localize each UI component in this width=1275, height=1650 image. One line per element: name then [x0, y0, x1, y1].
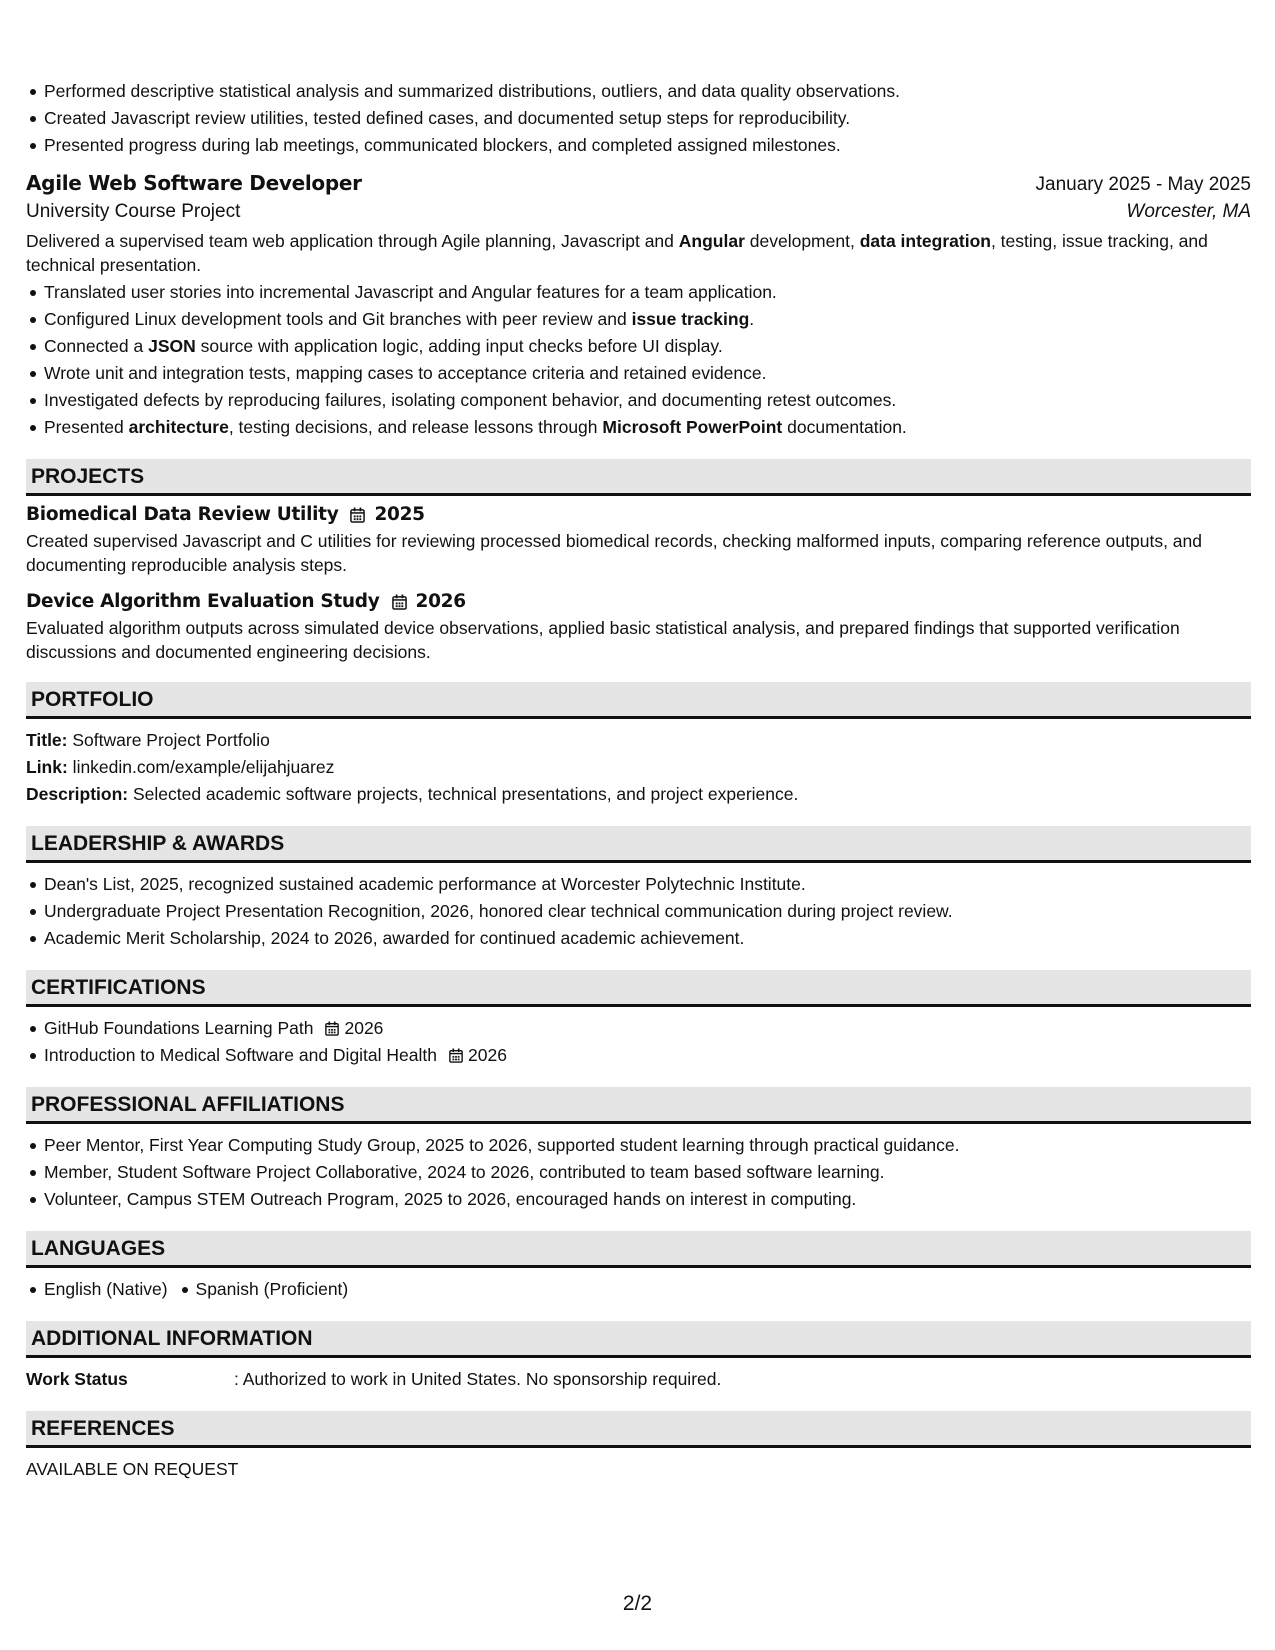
work-status-value: : Authorized to work in United States. No sponsorship required.: [234, 1369, 722, 1389]
job-title: Agile Web Software Developer: [26, 171, 362, 195]
top-bullet-list: [26, 78, 1251, 159]
bullet-text: Presented: [44, 417, 129, 437]
calendar-icon: [392, 594, 407, 610]
portfolio-description-label: Description:: [26, 784, 129, 804]
list-item: Dean's List, 2025, recognized sustained academic performance at Worcester Polytechnic Institute.: [44, 871, 1251, 898]
bullet-text: Configured Linux development tools and Git branches with peer review and: [44, 309, 632, 329]
job-location: Worcester, MA: [1126, 201, 1251, 222]
summary-text: , testing, issue tracking, and technical presentation.: [26, 231, 1208, 275]
leadership-list: [26, 871, 1251, 952]
list-item: [44, 1042, 1251, 1069]
section-heading-portfolio: PORTFOLIO: [26, 682, 1251, 719]
project-description: Evaluated algorithm outputs across simulated device observations, applied basic statistical analysis, and prepared findings that supported verification discussions and documented engineering decisions.: [26, 618, 1180, 662]
job-bullet-list: [26, 279, 1251, 441]
certification-name: Introduction to Medical Software and Digital Health: [44, 1045, 437, 1065]
project-year: 2026: [415, 591, 466, 612]
list-item: [44, 306, 1251, 333]
bullet-text: source with application logic, adding input checks before UI display.: [195, 336, 723, 356]
portfolio-description-row: [26, 781, 1251, 808]
job-organization: University Course Project: [26, 201, 241, 222]
list-item: Investigated defects by reproducing failures, isolating component behavior, and documenting retest outcomes.: [44, 387, 1251, 414]
portfolio-link-row: [26, 754, 1251, 781]
section-heading-certifications: CERTIFICATIONS: [26, 970, 1251, 1007]
list-item: [44, 1015, 1251, 1042]
portfolio-link-value[interactable]: linkedin.com/example/elijahjuarez: [67, 757, 335, 777]
list-item: Created Javascript review utilities, tested defined cases, and documented setup steps for reproducibility.: [44, 105, 1251, 132]
summary-text: Delivered a supervised team web application through Agile planning, Javascript and: [26, 231, 679, 251]
job-dates: January 2025 - May 2025: [1035, 174, 1251, 195]
project-description: Created supervised Javascript and C utilities for reviewing processed biomedical records, checking malformed inputs, comparing reference outputs, and documenting reproducible analysis steps.: [26, 531, 1202, 575]
summary-bold: data integration: [859, 231, 991, 251]
list-item: English (Native): [44, 1276, 168, 1303]
calendar-icon: [350, 507, 365, 523]
list-item: Performed descriptive statistical analysis and summarized distributions, outliers, and data quality observations.: [44, 78, 1251, 105]
portfolio-title-row: [26, 727, 1251, 754]
portfolio-title-value: Software Project Portfolio: [67, 730, 270, 750]
list-item: [44, 333, 1251, 360]
list-item: Spanish (Proficient): [196, 1276, 349, 1303]
bullet-text: .: [749, 309, 755, 329]
list-item: Presented progress during lab meetings, communicated blockers, and completed assigned milestones.: [44, 132, 1251, 159]
work-status-row: [26, 1366, 1251, 1393]
job-subheader: [26, 201, 1251, 223]
bullet-text: Connected a: [44, 336, 149, 356]
section-heading-projects: PROJECTS: [26, 459, 1251, 496]
bullet-text: documentation.: [782, 417, 907, 437]
summary-bold: Angular: [678, 231, 745, 251]
list-item: Member, Student Software Project Collaborative, 2024 to 2026, contributed to team based software learning.: [44, 1159, 1251, 1186]
page-number: 2/2: [622, 1592, 653, 1615]
resume-page: [26, 78, 1251, 1483]
list-item: Academic Merit Scholarship, 2024 to 2026, awarded for continued academic achievement.: [44, 925, 1251, 952]
bullet-bold: issue tracking: [631, 309, 750, 329]
certification-year: 2026: [344, 1018, 384, 1038]
list-item: Volunteer, Campus STEM Outreach Program, 2025 to 2026, encouraged hands on interest in computing.: [44, 1186, 1251, 1213]
section-heading-references: REFERENCES: [26, 1411, 1251, 1448]
certification-list: [26, 1015, 1251, 1069]
section-heading-additional-info: ADDITIONAL INFORMATION: [26, 1321, 1251, 1358]
list-item: [44, 414, 1251, 441]
job-header: [26, 171, 1251, 196]
certification-year: 2026: [468, 1045, 507, 1065]
work-status-label: Work Status: [26, 1369, 128, 1389]
portfolio-title-label: Title:: [26, 730, 68, 750]
job-summary: [26, 229, 1251, 277]
certification-name: GitHub Foundations Learning Path: [44, 1018, 314, 1038]
section-heading-affiliations: PROFESSIONAL AFFILIATIONS: [26, 1087, 1251, 1124]
bullet-bold: Microsoft PowerPoint: [602, 417, 783, 437]
project-title-row: [26, 591, 1251, 612]
affiliation-list: [26, 1132, 1251, 1213]
project-title-row: [26, 504, 1251, 525]
calendar-icon: [449, 1048, 463, 1063]
bullet-bold: JSON: [148, 336, 196, 356]
project-year: 2025: [374, 504, 425, 525]
project-entry: [26, 504, 1251, 577]
bullet-bold: architecture: [128, 417, 229, 437]
bullet-text: , testing decisions, and release lessons through: [228, 417, 603, 437]
portfolio-link-label: Link:: [26, 757, 68, 777]
project-entry: [26, 591, 1251, 664]
section-heading-leadership: LEADERSHIP & AWARDS: [26, 826, 1251, 863]
portfolio-description-value: Selected academic software projects, technical presentations, and project experience.: [128, 784, 799, 804]
summary-text: development,: [744, 231, 860, 251]
list-item: Translated user stories into incremental Javascript and Angular features for a team application.: [44, 279, 1251, 306]
project-title: Biomedical Data Review Utility: [26, 504, 339, 525]
list-item: Undergraduate Project Presentation Recognition, 2026, honored clear technical communication during project review.: [44, 898, 1251, 925]
calendar-icon: [325, 1021, 339, 1036]
job-entry: [26, 171, 1251, 441]
section-heading-languages: LANGUAGES: [26, 1231, 1251, 1268]
references-text: AVAILABLE ON REQUEST: [26, 1459, 239, 1479]
project-title: Device Algorithm Evaluation Study: [26, 591, 380, 612]
list-item: Peer Mentor, First Year Computing Study Group, 2025 to 2026, supported student learning through practical guidance.: [44, 1132, 1251, 1159]
language-list: [26, 1276, 1251, 1303]
list-item: Wrote unit and integration tests, mapping cases to acceptance criteria and retained evidence.: [44, 360, 1251, 387]
